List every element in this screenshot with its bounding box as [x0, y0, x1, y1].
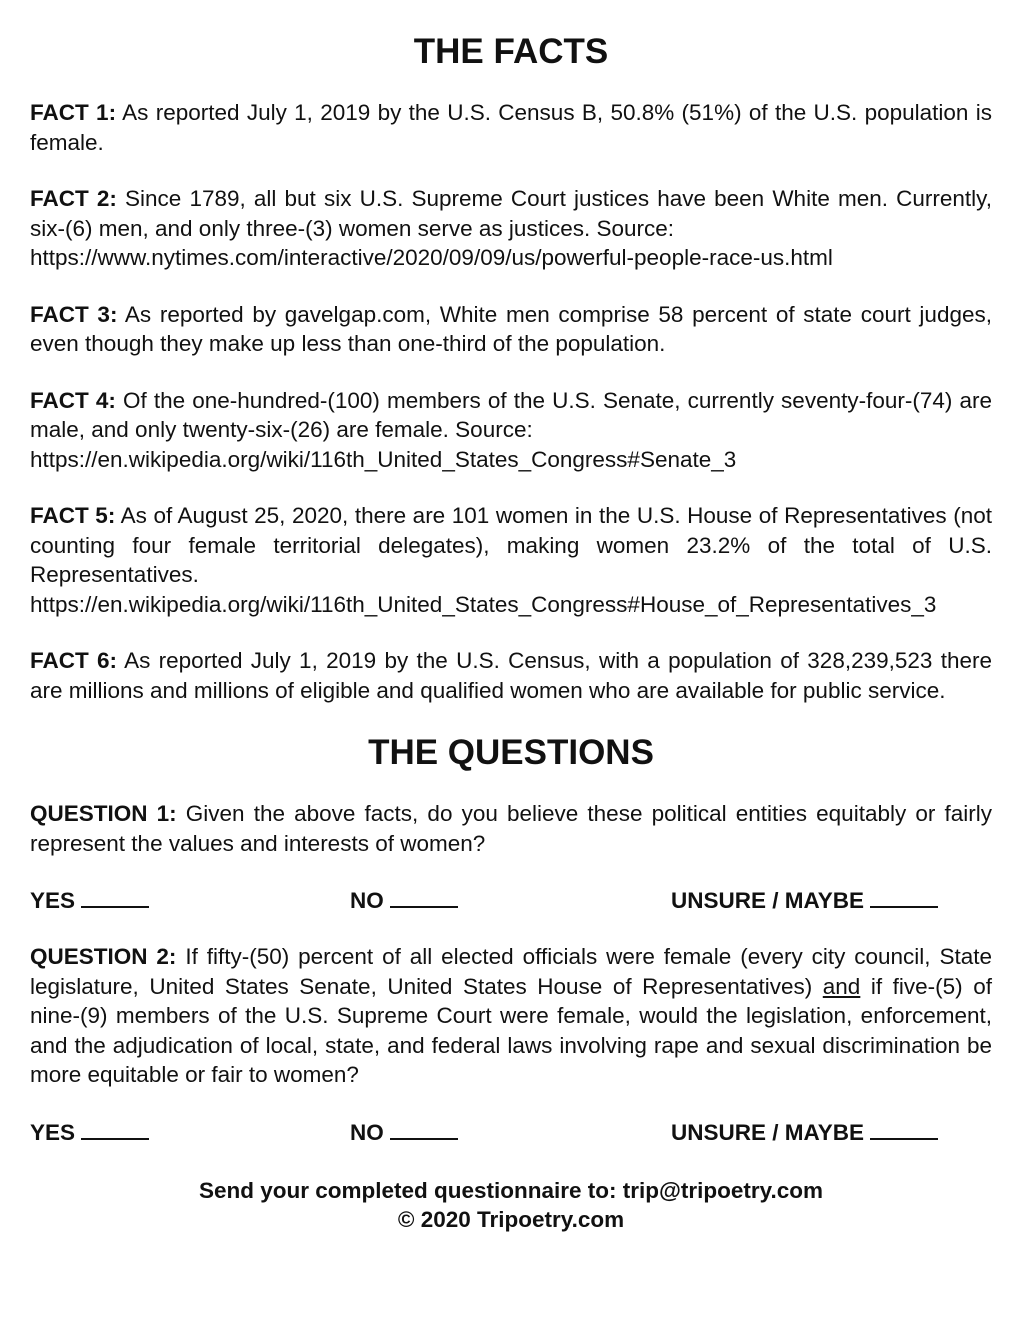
- answer-label: UNSURE / MAYBE: [671, 1119, 864, 1145]
- question-2: [30, 942, 992, 1090]
- source-url: https://www.nytimes.com/interactive/2020/09/09/us/powerful-people-race-us.html: [30, 245, 833, 270]
- question-1: [30, 799, 992, 858]
- fact-text: As reported July 1, 2019 by the U.S. Census, with a population of 328,239,523 there are millions and millions of eligible and qualified women who are available for public service.: [30, 648, 992, 703]
- fact-text: Of the one-hundred-(100) members of the U.S. Senate, currently seventy-four-(74) are male, and only twenty-six-(26) are female. Source:: [30, 387, 992, 442]
- fact-1: [30, 98, 992, 157]
- answer-label: NO: [350, 888, 384, 913]
- fact-label: FACT 5:: [30, 503, 116, 528]
- fact-label: FACT 6:: [30, 648, 118, 673]
- document-page: [30, 0, 992, 1234]
- answer-label: UNSURE / MAYBE: [671, 888, 864, 913]
- answer-blank[interactable]: [870, 886, 938, 908]
- question-text: If fifty-(50) percent of all elected officials were female (every city council, State legislature, United States Senate, United States House of Representatives): [30, 944, 992, 999]
- fact-text: As reported by gavelgap.com, White men comprise 58 percent of state court judges, even though they make up less than one-third of the population.: [30, 301, 992, 356]
- fact-label: FACT 3:: [30, 301, 118, 327]
- answer-unsure[interactable]: [671, 1118, 938, 1148]
- source-url: https://en.wikipedia.org/wiki/116th_United_States_Congress#House_of_Representatives_3: [30, 591, 937, 617]
- copyright: © 2020 Tripoetry.com: [397, 1206, 625, 1232]
- questions-heading: THE QUESTIONS: [368, 733, 654, 772]
- answer-row-2: [30, 1118, 992, 1148]
- fact-6: [30, 646, 992, 705]
- answer-unsure[interactable]: [671, 886, 938, 916]
- answer-label: YES: [30, 888, 76, 913]
- answer-blank[interactable]: [870, 1118, 938, 1140]
- answer-row-1: [30, 886, 992, 916]
- facts-heading: THE FACTS: [413, 32, 609, 71]
- footer: [30, 1176, 992, 1234]
- fact-label: FACT 4:: [30, 387, 116, 413]
- answer-label: NO: [350, 1119, 384, 1145]
- question-text: if five-(5) of nine-(9) members of the U.S. Supreme Court were female, would the legislation, enforcement, and the adjudication of local, state, and federal laws involving rape and sexual discrimination be more equitable or fair to women?: [30, 973, 992, 1087]
- send-instructions: Send your completed questionnaire to: trip@tripoetry.com: [198, 1177, 824, 1203]
- answer-blank[interactable]: [81, 1118, 149, 1140]
- source-url: https://en.wikipedia.org/wiki/116th_United_States_Congress#Senate_3: [30, 446, 737, 472]
- fact-text: Since 1789, all but six U.S. Supreme Court justices have been White men. Currently, six-(6) men, and only three-(3) women serve as justices. Source:: [30, 186, 992, 241]
- fact-label: FACT 1:: [30, 100, 117, 125]
- question-label: QUESTION 2:: [30, 944, 177, 969]
- fact-2: [30, 184, 992, 273]
- fact-text: As of August 25, 2020, there are 101 women in the U.S. House of Representatives (not counting four female territorial delegates), making women 23.2% of the total of U.S. Representatives.: [30, 503, 992, 587]
- fact-label: FACT 2:: [30, 186, 117, 211]
- fact-4: [30, 386, 992, 475]
- answer-blank[interactable]: [81, 886, 149, 908]
- question-label: QUESTION 1:: [30, 801, 177, 826]
- underlined-word: and: [822, 973, 861, 999]
- fact-3: [30, 300, 992, 359]
- answer-no[interactable]: [350, 1118, 458, 1148]
- fact-text: As reported July 1, 2019 by the U.S. Census B, 50.8% (51%) of the U.S. population is female.: [30, 100, 992, 155]
- answer-label: YES: [30, 1119, 76, 1145]
- answer-yes[interactable]: [30, 886, 149, 916]
- answer-no[interactable]: [350, 886, 458, 916]
- answer-blank[interactable]: [390, 886, 458, 908]
- fact-5: [30, 501, 992, 619]
- answer-blank[interactable]: [390, 1118, 458, 1140]
- question-text: Given the above facts, do you believe these political entities equitably or fairly represent the values and interests of women?: [30, 801, 992, 856]
- answer-yes[interactable]: [30, 1118, 149, 1148]
